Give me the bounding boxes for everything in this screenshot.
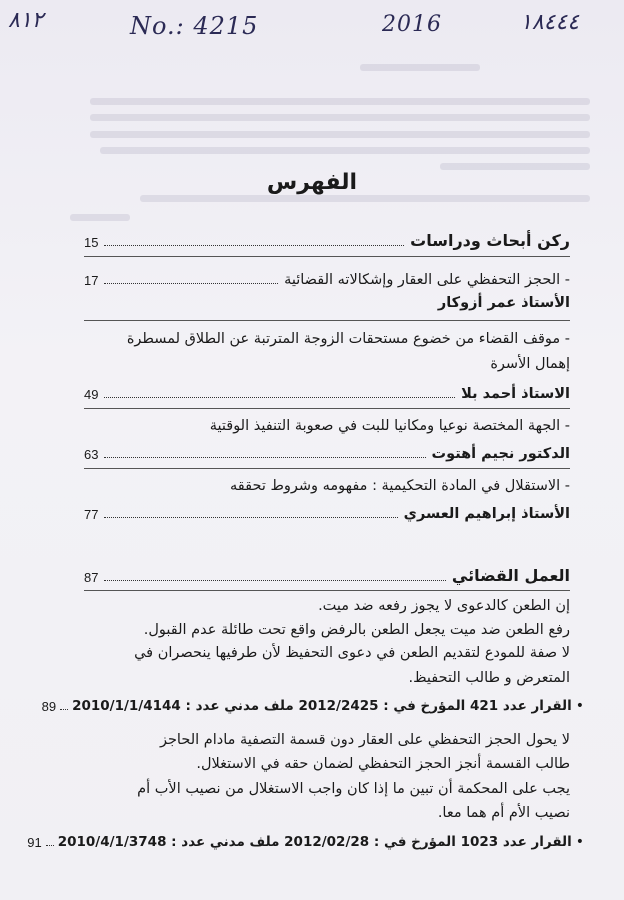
summary-line: نصيب الأم أم هما معا. xyxy=(437,805,570,821)
page-number: 87 xyxy=(84,570,99,585)
handwritten-number: No.: 4215 xyxy=(130,12,259,40)
summary-line: المتعرض و طالب التحفيظ. xyxy=(408,670,570,686)
page-title: الفهرس xyxy=(266,170,358,195)
dot-leader xyxy=(46,845,54,846)
summary-line: يجب على المحكمة أن تبين ما إذا كان واجب الاستغلال من نصيب الأب أم xyxy=(137,781,570,797)
page-number: 91 xyxy=(27,835,42,850)
handwritten-year: 2016 xyxy=(382,12,442,37)
bullet-icon: • xyxy=(575,834,584,850)
decision-text: القرار عدد 1023 المؤرخ في : 2012/02/28 ملف مدني عدد : 2010/4/1/3748 xyxy=(57,834,572,850)
toc-entry xyxy=(84,380,570,402)
toc-entry xyxy=(84,500,570,522)
dot-leader xyxy=(104,457,425,458)
entry-author: الاستاذ أحمد بلا xyxy=(461,386,570,402)
decision-text: القرار عدد 421 المؤرخ في : 2012/2425 ملف مدني عدد : 2010/1/1/4144 xyxy=(72,698,572,714)
summary-line: لا صفة للمودع لتقديم الطعن في دعوى التحفيظ لأن طرفيها ينحصران في xyxy=(134,645,570,661)
decision-reference xyxy=(41,692,584,714)
entry-title: - موقف القضاء من خضوع مستحقات الزوجة المترتبة عن الطلاق لمسطرة xyxy=(126,331,570,347)
page-number: 77 xyxy=(84,507,99,522)
toc-entry xyxy=(84,266,570,288)
page-number: 89 xyxy=(41,699,57,714)
divider xyxy=(84,256,570,257)
divider xyxy=(84,468,570,469)
page-number: 49 xyxy=(84,387,99,402)
entry-author: الدكتور نجيم أهتوت xyxy=(431,446,570,462)
toc-section-heading xyxy=(84,228,570,250)
section-title: العمل القضائي xyxy=(451,566,570,585)
entry-title-continued: إهمال الأسرة xyxy=(490,356,570,372)
summary-line: رفع الطعن ضد ميت يجعل الطعن بالرفض واقع تحت طائلة عدم القبول. xyxy=(143,622,570,638)
handwritten-note-right: ١٨٤٤٤ xyxy=(520,10,580,35)
summary-line: إن الطعن كالدعوى لا يجوز رفعه ضد ميت. xyxy=(318,598,570,614)
decision-reference xyxy=(27,828,584,850)
toc-section-heading xyxy=(84,563,570,585)
entry-title: - الجهة المختصة نوعيا ومكانيا للبت في صعوبة التنفيذ الوقتية xyxy=(209,418,570,434)
dot-leader xyxy=(104,245,404,246)
entry-title: - الاستقلال في المادة التحكيمية : مفهومه وشروط تحققه xyxy=(230,478,570,494)
dot-leader xyxy=(60,709,68,710)
handwritten-note-left: ٨١٢ xyxy=(8,8,44,33)
dot-leader xyxy=(104,397,455,398)
divider xyxy=(84,320,570,321)
page-number: 15 xyxy=(84,235,99,250)
bullet-icon: • xyxy=(575,698,584,714)
page-number: 63 xyxy=(84,447,99,462)
divider xyxy=(84,408,570,409)
summary-line: طالب القسمة أنجز الحجز التحفظي لضمان حقه في الاستغلال. xyxy=(196,756,570,772)
divider xyxy=(84,590,570,591)
entry-title: - الحجز التحفظي على العقار وإشكالاته القضائية xyxy=(284,272,570,288)
dot-leader xyxy=(104,580,445,581)
summary-line: لا يحول الحجز التحفظي على العقار دون قسمة التصفية مادام الحاجز xyxy=(159,732,570,748)
toc-entry xyxy=(84,440,570,462)
entry-author: الأستاذ إبراهيم العسري xyxy=(403,506,570,522)
dot-leader xyxy=(104,283,278,284)
dot-leader xyxy=(104,517,397,518)
entry-author: الأستاذ عمر أزوكار xyxy=(437,295,570,311)
section-title: ركن أبحاث ودراسات xyxy=(410,231,570,250)
page-number: 17 xyxy=(84,273,99,288)
